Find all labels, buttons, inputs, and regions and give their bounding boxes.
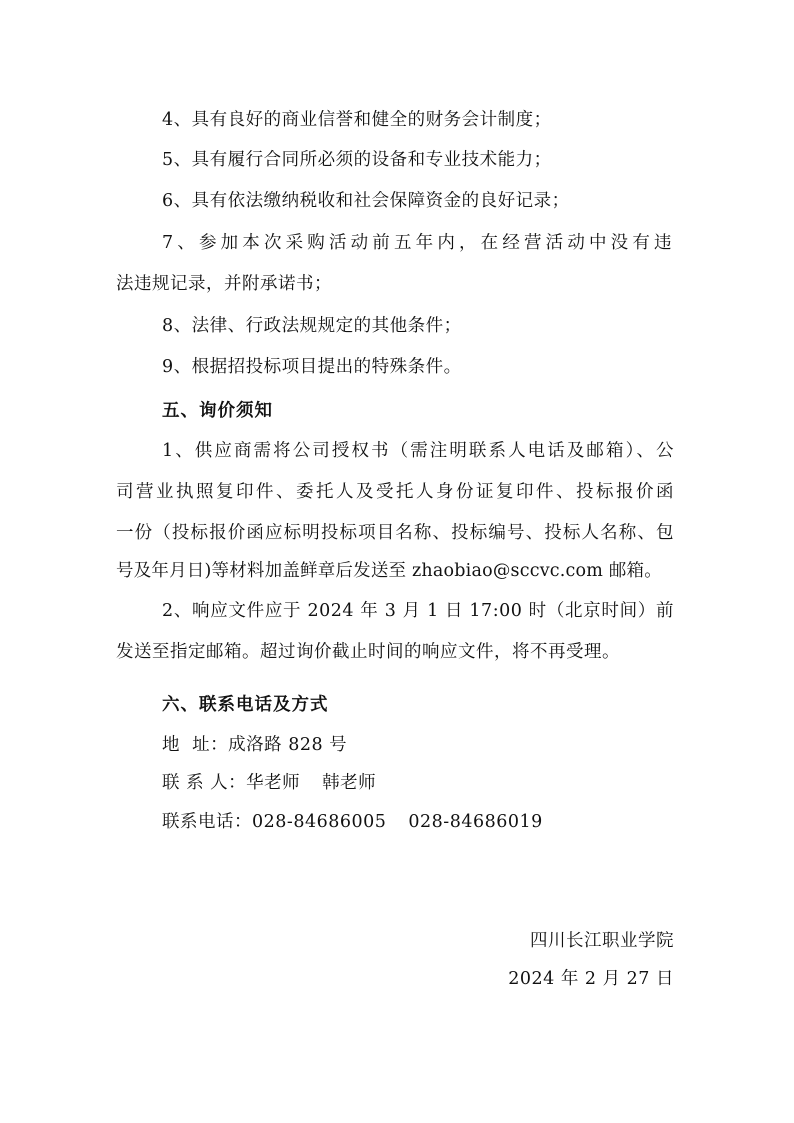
phone-number-2: 028-84686019	[408, 812, 543, 832]
contact-person-1: 华老师	[246, 773, 301, 793]
contact-label: 联 系 人：	[162, 773, 247, 793]
notice-paragraph-1-line-4: 号及年月日)等材料加盖鲜章后发送至 zhaobiao@sccvc.com 邮箱。	[116, 561, 662, 581]
contact-person-2: 韩老师	[322, 773, 377, 793]
address-label: 地 址：	[162, 735, 229, 755]
list-item-7-line-2: 法违规记录，并附承诺书；	[116, 274, 332, 294]
list-item-9: 9、根据招投标项目提出的特殊条件。	[162, 357, 462, 377]
notice-paragraph-1-line-1: 1、供应商需将公司授权书（需注明联系人电话及邮箱）、公	[162, 441, 674, 461]
signature-date: 2024 年 2 月 27 日	[508, 969, 674, 989]
phone-label: 联系电话：	[162, 812, 252, 832]
signature-organization: 四川长江职业学院	[530, 931, 674, 951]
list-item-5: 5、具有履行合同所必须的设备和专业技术能力；	[162, 150, 552, 170]
phone-number-1: 028-84686005	[252, 812, 387, 832]
notice-paragraph-2-line-2: 发送至指定邮箱。超过询价截止时间的响应文件，将不再受理。	[116, 642, 620, 662]
phone-line	[162, 811, 543, 833]
contact-line	[162, 772, 376, 794]
notice-paragraph-1-line-2: 司营业执照复印件、委托人及受托人身份证复印件、投标报价函	[116, 482, 674, 502]
section-6-heading: 六、联系电话及方式	[162, 695, 329, 715]
address-line	[162, 734, 347, 756]
address-value: 成洛路 828 号	[228, 735, 348, 755]
list-item-7-line-1: 7、参加本次采购活动前五年内，在经营活动中没有违	[162, 233, 672, 253]
notice-paragraph-2-line-1: 2、响应文件应于 2024 年 3 月 1 日 17:00 时（北京时间）前	[162, 601, 674, 621]
list-item-6: 6、具有依法缴纳税收和社会保障资金的良好记录；	[162, 191, 570, 211]
list-item-8: 8、法律、行政法规规定的其他条件；	[162, 316, 462, 336]
notice-paragraph-1-line-3: 一份（投标报价函应标明投标项目名称、投标编号、投标人名称、包	[116, 523, 674, 543]
section-5-heading: 五、询价须知	[162, 401, 273, 421]
list-item-4: 4、具有良好的商业信誉和健全的财务会计制度；	[162, 110, 552, 130]
